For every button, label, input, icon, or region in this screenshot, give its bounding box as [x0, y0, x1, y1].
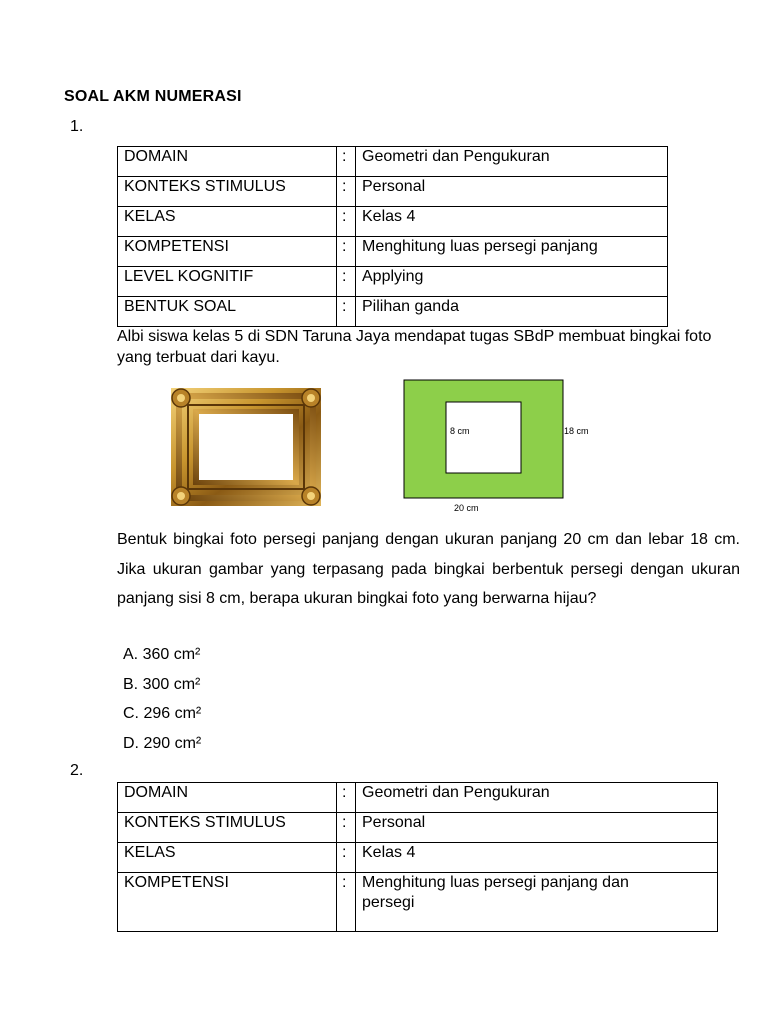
inner-side-label: 8 cm [450, 426, 470, 436]
meta-key: BENTUK SOAL [118, 297, 337, 327]
option-a: A. 360 cm² [123, 646, 201, 663]
meta-key: KOMPETENSI [118, 237, 337, 267]
meta-key: KELAS [118, 207, 337, 237]
width-label: 20 cm [454, 503, 479, 513]
table-row [118, 297, 668, 327]
question-2-meta-table [117, 782, 718, 932]
meta-key: DOMAIN [118, 783, 337, 813]
frame-diagram-shapes [400, 376, 600, 516]
table-row [118, 147, 668, 177]
option-c: C. 296 cm² [123, 705, 202, 722]
meta-separator: : [337, 843, 356, 873]
meta-separator: : [337, 177, 356, 207]
option-b: B. 300 cm² [123, 675, 201, 693]
meta-separator: : [337, 207, 356, 237]
table-row [118, 813, 718, 843]
meta-separator: : [337, 813, 356, 843]
table-row [118, 843, 718, 873]
meta-value: Pilihan ganda [356, 297, 668, 327]
table-row [118, 237, 668, 267]
meta-separator: : [337, 147, 356, 177]
meta-value: Geometri dan Pengukuran [356, 147, 668, 177]
meta-key: KOMPETENSI [118, 873, 337, 932]
question-1-number: 1. [70, 118, 84, 135]
option-d: D. 290 cm² [123, 734, 202, 752]
question-1-meta-table [117, 146, 668, 327]
meta-key: DOMAIN [118, 147, 337, 177]
question-2-number: 2. [70, 762, 84, 779]
question-1-text: Bentuk bingkai foto persegi panjang dengan ukuran panjang 20 cm dan lebar 18 cm. Jika ukuran gambar yang terpasang pada bingkai berbentuk persegi dengan ukuran panjang sisi 8 cm, berapa ukuran bingkai foto yang berwarna hijau? [117, 531, 740, 607]
meta-value: Kelas 4 [356, 843, 718, 873]
meta-value: Geometri dan Pengukuran [356, 783, 718, 813]
meta-value: Personal [356, 813, 718, 843]
table-row [118, 783, 718, 813]
meta-value: Personal [356, 177, 668, 207]
meta-separator: : [337, 297, 356, 327]
meta-value: Menghitung luas persegi panjang dan persegi [356, 873, 718, 932]
table-row [118, 873, 718, 932]
inner-photo-square [446, 402, 521, 473]
meta-key: KONTEKS STIMULUS [118, 177, 337, 207]
frame-diagram [400, 376, 600, 516]
meta-value: Menghitung luas persegi panjang [356, 237, 668, 267]
meta-separator: : [337, 873, 356, 932]
table-row [118, 207, 668, 237]
answer-options [123, 640, 201, 758]
meta-key: LEVEL KOGNITIF [118, 267, 337, 297]
table-row [118, 267, 668, 297]
picture-frame-image [171, 388, 321, 506]
meta-key: KONTEKS STIMULUS [118, 813, 337, 843]
meta-value: Applying [356, 267, 668, 297]
height-label: 18 cm [564, 426, 589, 436]
document-title: SOAL AKM NUMERASI [64, 88, 242, 105]
meta-separator: : [337, 783, 356, 813]
meta-separator: : [337, 237, 356, 267]
meta-value: Kelas 4 [356, 207, 668, 237]
question-1-intro: Albi siswa kelas 5 di SDN Taruna Jaya mendapat tugas SBdP membuat bingkai foto yang terbuat dari kayu. [117, 328, 712, 366]
meta-key: KELAS [118, 843, 337, 873]
table-row [118, 177, 668, 207]
meta-separator: : [337, 267, 356, 297]
